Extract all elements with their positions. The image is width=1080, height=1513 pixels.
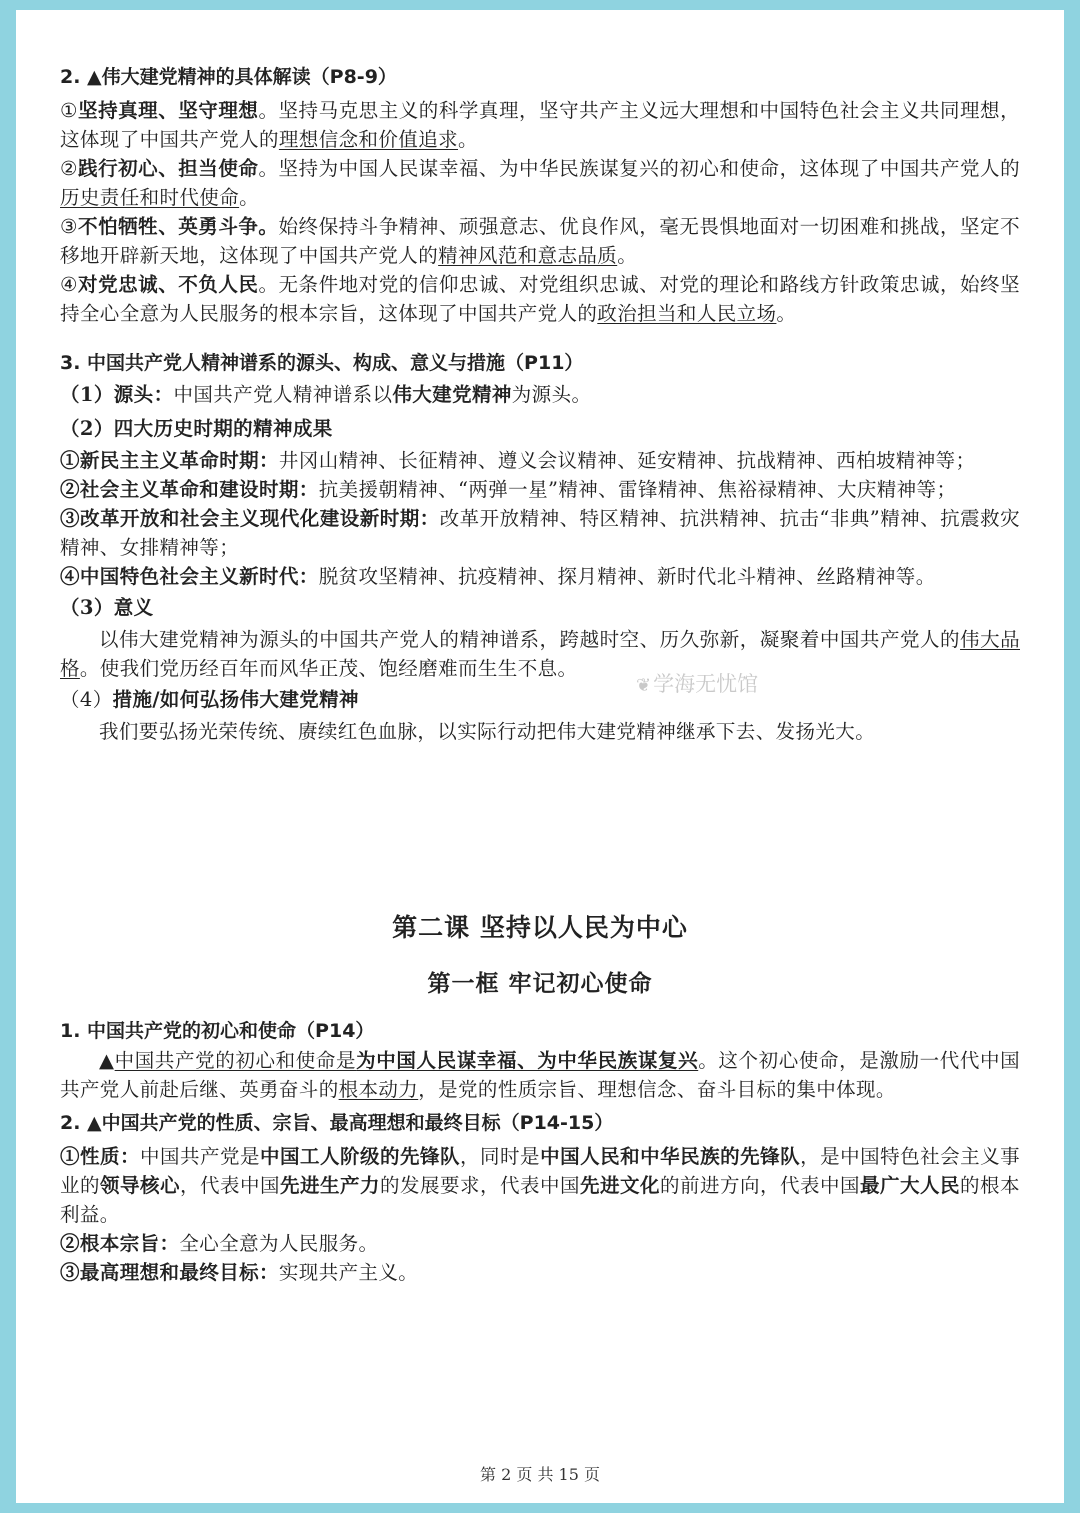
meaning-paragraph xyxy=(60,625,1020,683)
bold-phrase: 伟大建党精神 xyxy=(392,383,512,406)
body-text: 的前进方向，代表中国 xyxy=(660,1174,860,1197)
period-label: ②社会主义革命和建设时期： xyxy=(60,478,319,501)
nature-label: ①性质： xyxy=(60,1145,141,1168)
section-heading-2: 2. ▲伟大建党精神的具体解读（P8-9） xyxy=(60,66,397,88)
watermark-text: 学海无忧馆 xyxy=(653,672,759,696)
lesson-heading-2: 2. ▲中国共产党的性质、宗旨、最高理想和最终目标（P14-15） xyxy=(60,1112,614,1134)
punctuation: 。 xyxy=(458,128,478,151)
body-text: 始终保持斗争精神、顽强意志、优良作风，毫无畏惧地面对一切困难和挑战，坚定不移地开辟新天地，这体现了中国共产党人的 xyxy=(60,215,1020,267)
underlined-phrase: 伟大品格 xyxy=(60,628,1020,680)
measures-paragraph: 我们要弘扬光荣传统、赓续红色血脉，以实际行动把伟大建党精神继承下去、发扬光大。 xyxy=(99,720,876,743)
underlined-phrase: 精神风范和意志品质 xyxy=(438,244,618,267)
bold-phrase: 最广大人民 xyxy=(860,1174,960,1197)
bold-phrase: 中国工人阶级的先锋队 xyxy=(260,1145,461,1168)
body-text: 。使我们党历经百年而风华正茂、饱经磨难而生生不息。 xyxy=(79,657,578,680)
original-mission-paragraph xyxy=(60,1046,1020,1104)
punctuation: 。 xyxy=(617,244,638,267)
underlined-phrase: 理想信念和价值追求 xyxy=(278,128,459,151)
paragraph-truth-ideal xyxy=(60,96,1020,154)
heading-text: 措施/如何弘扬伟大建党精神 xyxy=(112,688,359,711)
body-text: ，代表中国 xyxy=(180,1174,280,1197)
period-item xyxy=(60,504,1020,562)
purpose-paragraph xyxy=(60,1229,1020,1258)
period-item xyxy=(60,446,1020,475)
underlined-bold-phrase: 为中国人民谋幸福、为中华民族谋复兴 xyxy=(356,1049,699,1072)
ideal-paragraph xyxy=(60,1258,1020,1287)
body-text: 中国共产党是 xyxy=(140,1145,261,1168)
source-label: （1）源头： xyxy=(60,383,174,406)
bold-phrase: 中国人民和中华民族的先锋队 xyxy=(540,1145,801,1168)
underlined-phrase: 历史责任和时代使命 xyxy=(60,186,240,209)
page-footer: 第 2 页 共 15 页 xyxy=(480,1465,600,1484)
body-text: 。坚持马克思主义的科学真理，坚守共产主义远大理想和中国特色社会主义共同理想，这体现了中国共产党人的 xyxy=(60,99,1020,151)
bold-phrase: 践行初心、担当使命 xyxy=(78,157,259,180)
period-text: 改革开放精神、特区精神、抗洪精神、抗击“非典”精神、抗震救灾精神、女排精神等； xyxy=(60,507,1020,559)
document-page xyxy=(16,10,1064,1503)
period-text: 抗美援朝精神、“两弹一星”精神、雷锋精神、焦裕禄精神、大庆精神等； xyxy=(318,478,957,501)
leaf-icon: ❦ xyxy=(636,675,652,696)
body-text: 全心全意为人民服务。 xyxy=(179,1232,379,1255)
body-text: 中国共产党人精神谱系以 xyxy=(173,383,393,406)
underlined-phrase: 根本动力 xyxy=(338,1078,419,1101)
body-text: 以伟大建党精神为源头的中国共产党人的精神谱系，跨越时空、历久弥新，凝聚着中国共产党人的 xyxy=(99,628,961,651)
body-text: 。坚持为中国人民谋幸福、为中华民族谋复兴的初心和使命，这体现了中国共产党人的 xyxy=(258,157,1020,180)
periods-heading: （2）四大历史时期的精神成果 xyxy=(60,417,333,440)
triangle-icon: ▲ xyxy=(99,1049,115,1072)
nature-paragraph xyxy=(60,1142,1020,1229)
bold-phrase: 不怕牺牲、英勇斗争。 xyxy=(78,215,279,238)
period-label: ④中国特色社会主义新时代： xyxy=(60,565,319,588)
body-text: ，是中国特色社会主义事业的 xyxy=(60,1145,1020,1197)
section-heading-3: 3. 中国共产党人精神谱系的源头、构成、意义与措施（P11） xyxy=(60,352,584,374)
paragraph-loyalty xyxy=(60,270,1020,328)
body-text: ，同时是 xyxy=(460,1145,541,1168)
purpose-label: ②根本宗旨： xyxy=(60,1232,180,1255)
bold-phrase: 领导核心 xyxy=(100,1174,180,1197)
lesson-heading-1: 1. 中国共产党的初心和使命（P14） xyxy=(60,1020,375,1042)
period-item xyxy=(60,475,1020,504)
bold-phrase: 先进生产力 xyxy=(280,1174,380,1197)
period-text: 井冈山精神、长征精神、遵义会议精神、延安精神、抗战精神、西柏坡精神等； xyxy=(278,449,976,472)
paragraph-original-mission xyxy=(60,154,1020,212)
body-text: 的根本利益。 xyxy=(60,1174,1020,1226)
underlined-phrase: 中国共产党的初心和使命是 xyxy=(114,1049,357,1072)
lesson-title: 第二课 坚持以人民为中心 xyxy=(392,913,688,942)
ideal-label: ③最高理想和最终目标： xyxy=(60,1261,279,1284)
body-text: 。无条件地对党的信仰忠诚、对党组织忠诚、对党的理论和路线方针政策忠诚，始终坚持全心全意为人民服务的根本宗旨，这体现了中国共产党人的 xyxy=(60,273,1020,325)
watermark xyxy=(636,668,758,698)
bold-phrase: 先进文化 xyxy=(580,1174,660,1197)
frame-title: 第一框 牢记初心使命 xyxy=(427,971,653,997)
body-text: ，是党的性质宗旨、理想信念、奋斗目标的集中体现。 xyxy=(418,1078,896,1101)
period-label: ③改革开放和社会主义现代化建设新时期： xyxy=(60,507,440,530)
underlined-phrase: 政治担当和人民立场 xyxy=(597,302,777,325)
body-text: 实现共产主义。 xyxy=(278,1261,419,1284)
body-text: 为源头。 xyxy=(511,383,592,406)
item-number: ③ xyxy=(60,215,79,238)
item-number: ② xyxy=(60,157,79,180)
punctuation: 。 xyxy=(776,302,797,325)
meaning-heading: （3）意义 xyxy=(60,596,154,619)
paragraph-fearless-struggle xyxy=(60,212,1020,270)
period-item xyxy=(60,562,1020,591)
bold-phrase: 对党忠诚、不负人民 xyxy=(78,273,259,296)
source-line xyxy=(60,378,1020,412)
measures-heading xyxy=(60,683,1020,717)
body-text: 的发展要求，代表中国 xyxy=(380,1174,580,1197)
item-number: ① xyxy=(60,99,79,122)
body-text: 。这个初心使命，是激励一代代中国共产党人前赴后继、英勇奋斗的 xyxy=(60,1049,1020,1101)
punctuation: 。 xyxy=(239,186,260,209)
page-content xyxy=(60,62,1020,1287)
heading-number: （4） xyxy=(60,688,113,711)
period-text: 脱贫攻坚精神、抗疫精神、探月精神、新时代北斗精神、丝路精神等。 xyxy=(318,565,936,588)
bold-phrase: 坚持真理、坚守理想 xyxy=(78,99,259,122)
item-number: ④ xyxy=(60,273,79,296)
period-label: ①新民主主义革命时期： xyxy=(60,449,279,472)
